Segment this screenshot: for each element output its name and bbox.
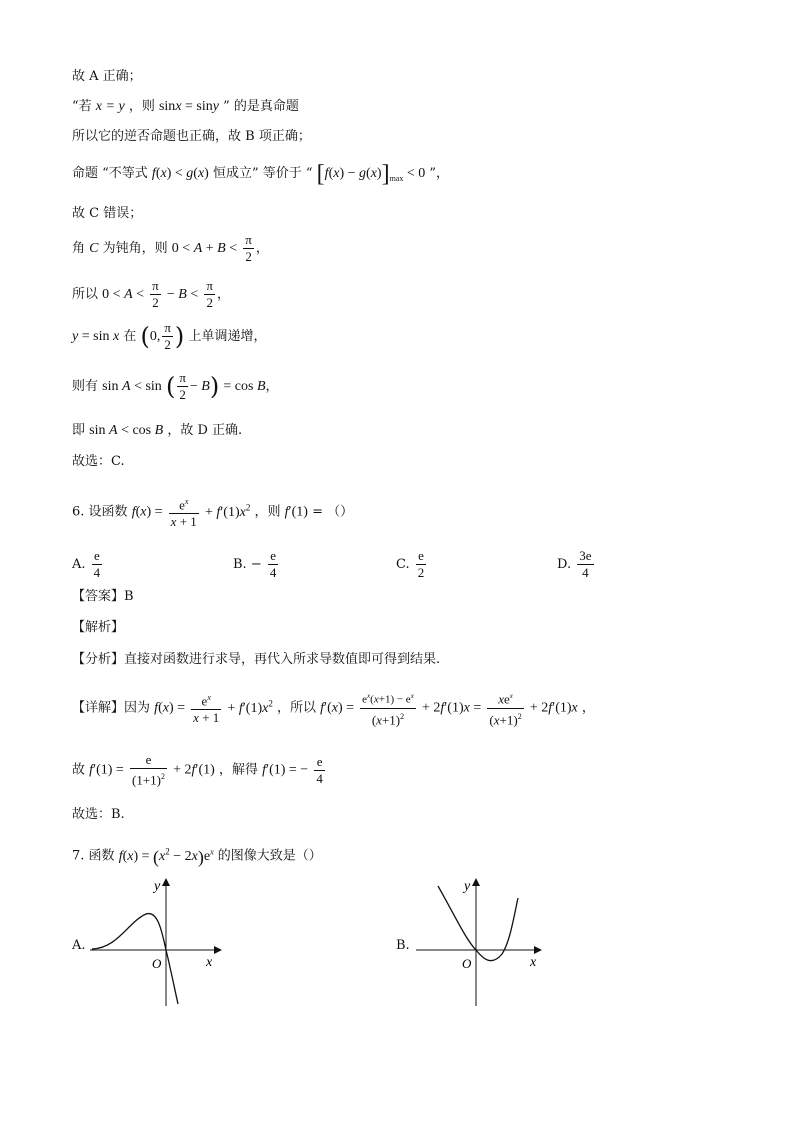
math-expr: f(x) = — [131, 504, 163, 520]
text-line-choose-c — [72, 453, 125, 471]
question-6-stem: 6. 设函数 f(x) = $\frac{e^x}{x + 1}$ + $f'(1)x^2$ ，则 f′(1) = （） — [72, 494, 353, 530]
answer-line — [72, 588, 134, 606]
text: “若 — [72, 99, 92, 114]
math-expr: f′(1) — [284, 504, 308, 520]
answer-tag: 【答案】 — [72, 589, 125, 604]
text-line-obtuse: 角 C 为钝角，则 0 < A + B < $\frac{\pi}{2}$ ， — [72, 232, 269, 264]
fraction: $\frac{e}{4}$ — [269, 548, 277, 580]
question-7-stem — [72, 842, 322, 866]
fraction: $\frac{\pi}{2}$ — [164, 320, 171, 352]
text: ”， — [429, 166, 450, 182]
math-expr: f′(x) = — [320, 700, 355, 716]
choose-b-line — [72, 806, 125, 824]
x-axis-label: x — [530, 955, 537, 970]
fraction: $\frac{3e}{4}$ — [579, 548, 592, 580]
analysis-heading — [72, 619, 124, 637]
text-line-range: 所以 0 < A < $\frac{\pi}{2}$ − B < $\frac{\pi}{2}$ ， — [72, 278, 230, 310]
x-axis-label: x — [206, 955, 213, 970]
option-label: D. — [557, 557, 572, 572]
text: ， — [581, 700, 595, 716]
y-axis-label: y — [154, 879, 161, 894]
x-arrow-icon — [534, 946, 542, 954]
graph-option-a-label[interactable] — [72, 938, 86, 953]
fraction: $\frac{e^x(x+1) - e^x}{(x+1)^2}$ — [360, 688, 416, 728]
detail-tag: 【详解】 — [72, 700, 125, 716]
fraction: $\frac{e}{(1+1)^2}$ — [131, 752, 165, 788]
text: 则有 — [72, 379, 99, 394]
text-line-a-correct — [72, 68, 142, 86]
option-label: C. — [396, 557, 410, 572]
option-label: B. — [233, 557, 247, 572]
math-expr: y = sin x — [72, 329, 120, 344]
text: 故 C 错误； — [72, 206, 143, 221]
text: 故 — [72, 762, 86, 778]
text: 故选：B. — [72, 807, 125, 822]
text: 因为 — [124, 700, 151, 716]
fraction: $\frac{\pi}{2}$ — [206, 278, 213, 310]
fraction: $\frac{e^x}{x + 1}$ — [191, 690, 221, 726]
fraction: $\frac{e}{2}$ — [417, 548, 425, 580]
option-d[interactable] — [557, 548, 596, 581]
math-expr: f′(1) = — [89, 762, 124, 778]
math-expr: C — [89, 241, 99, 256]
graph-option-b[interactable] — [410, 870, 550, 1010]
x-arrow-icon — [214, 946, 222, 954]
fraction: $\frac{xe^x}{(x+1)^2}$ — [487, 688, 523, 728]
graph-option-a[interactable] — [88, 870, 228, 1010]
option-a[interactable] — [72, 548, 104, 581]
text: ” 的是真命题 — [223, 99, 299, 114]
fraction: $\frac{\pi}{2}$ — [245, 232, 252, 264]
text: 角 — [72, 241, 86, 256]
text: 在 — [123, 329, 137, 344]
text: 即 — [72, 423, 86, 438]
text: 恒成立” 等价于 “ — [212, 166, 313, 182]
conclusion-line: 故 f′(1) = $\frac{e}{(1+1)^2}$ + 2f′(1) ，解得 f′(1) = − $\frac{e}{4}$ — [72, 752, 323, 788]
math-expr: sinx = siny — [158, 99, 219, 114]
math-expr: 0 < A < — [102, 287, 145, 302]
option-label: B. — [396, 938, 410, 953]
answer-value: B — [124, 589, 134, 604]
curve — [438, 886, 518, 961]
fraction: $\frac{e}{4}$ — [93, 548, 101, 580]
math-expr: sin A < cos B — [89, 423, 164, 438]
text: 所以 — [72, 287, 99, 302]
math-expr: sin A < sin — [102, 379, 162, 394]
paren: ( — [140, 322, 150, 351]
text: ，所以 — [276, 700, 316, 716]
option-b[interactable] — [233, 548, 280, 581]
math-expr: $f(x) = (x^2 - 2x)e^x$ — [118, 846, 214, 867]
text: 故选：C. — [72, 454, 125, 469]
text-line-d-correct — [72, 422, 242, 440]
text: 上单调递增， — [188, 329, 267, 344]
y-arrow-icon — [162, 878, 170, 886]
method-tag: 【分析】 — [72, 652, 125, 667]
math-expr: f — [151, 166, 156, 182]
question-number: 6. 设函数 — [72, 504, 128, 520]
text: ，故 D 正确. — [167, 423, 243, 438]
text: ，则 — [254, 504, 281, 520]
origin-label: O — [152, 956, 162, 971]
math-expr: f(x) = — [154, 700, 186, 716]
text-line-b-correct — [72, 128, 311, 146]
text: = （） — [312, 504, 354, 520]
curve — [92, 914, 178, 1004]
text-line-inequality: 命题 “不等式 f(x) < g(x) 恒成立” 等价于 “ $[f(x) - g(x)]_{max} < 0$ ”， — [72, 161, 450, 187]
text: 的图像大致是（） — [217, 848, 322, 864]
origin-label: O — [462, 956, 472, 971]
fraction: $\frac{e^x}{x + 1}$ — [169, 494, 199, 530]
text-line-proposition — [72, 98, 299, 116]
text: ，解得 — [218, 762, 258, 778]
math-expr: $[f(x) - g(x)]_{max} < 0$ — [316, 161, 426, 187]
analysis-tag: 【解析】 — [72, 620, 125, 635]
y-arrow-icon — [472, 878, 480, 886]
text: 所以它的逆否命题也正确，故 B 项正确； — [72, 129, 311, 144]
graph-option-b-label[interactable] — [396, 938, 410, 953]
option-sign: − — [250, 557, 262, 572]
method-text: 直接对函数进行求导，再代入所求导数值即可得到结果. — [124, 652, 441, 667]
math-expr: 0 < A + B < — [171, 241, 238, 256]
option-c[interactable] — [396, 548, 428, 581]
option-label: A. — [72, 557, 86, 572]
text-line-sin-cos: 则有 sin A < sin ( $\frac{\pi}{2}$ − B) = cos B， — [72, 370, 279, 402]
option-label: A. — [72, 938, 86, 953]
fraction: $\frac{e}{4}$ — [316, 753, 323, 786]
text-line-monotone: y = sin x 在 (0, $\frac{\pi}{2}$ ) 上单调递增， — [72, 320, 267, 352]
question-number: 7. 函数 — [72, 848, 115, 864]
text: 命题 “不等式 — [72, 166, 148, 182]
text: 故 A 正确； — [72, 69, 142, 84]
math-expr: x = y — [95, 99, 125, 114]
text: ，则 — [128, 99, 155, 114]
math-expr: f′(1) = − — [262, 762, 309, 778]
text: 为钝角，则 — [102, 241, 168, 256]
method-line — [72, 651, 440, 669]
detail-line: 【详解】因为 f(x) = $\frac{e^x}{x + 1}$ + $f'(1)x^2$ ，所以 f′(x) = $\frac{e^x(x+1) - e^x}{(x+1)^2}$ + 2f′(1)x = $\frac{xe^x}{(x+1)^2}$ + 2f′(1)x ， — [72, 688, 595, 728]
fraction: $\frac{\pi}{2}$ — [152, 278, 159, 310]
y-axis-label: y — [464, 879, 471, 894]
text-line-c-wrong — [72, 205, 142, 223]
fraction: $\frac{\pi}{2}$ — [179, 370, 186, 402]
